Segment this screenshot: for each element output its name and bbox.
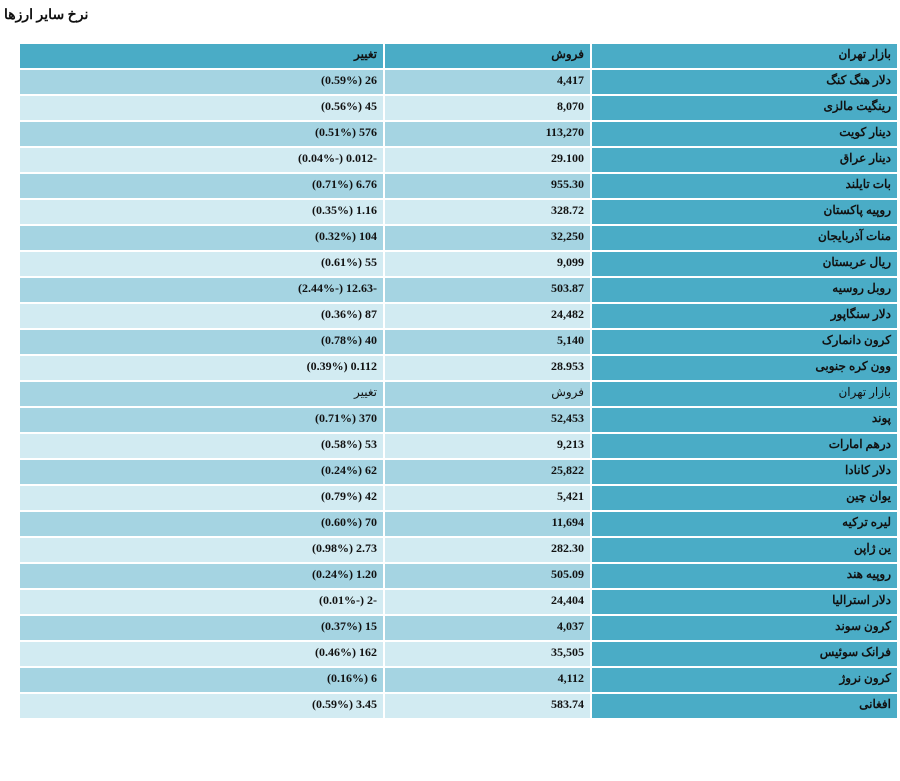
table-row <box>20 148 897 172</box>
table-row <box>20 174 897 198</box>
currency-name: دلار استرالیا <box>592 590 897 614</box>
currency-name: یوان چین <box>592 486 897 510</box>
price-change: 162 (0.46%) <box>20 642 383 666</box>
price-change: 0.112 (0.39%) <box>20 356 383 380</box>
subheader-market: بازار تهران <box>592 382 897 406</box>
price-change: 6 (0.16%) <box>20 668 383 692</box>
price-change: 62 (0.24%) <box>20 460 383 484</box>
table-row <box>20 616 897 640</box>
header-sell: فروش <box>385 44 590 68</box>
price-change: -0.012 (-0.04%) <box>20 148 383 172</box>
sell-price: 29.100 <box>385 148 590 172</box>
currency-name: دینار عراق <box>592 148 897 172</box>
price-change: 15 (0.37%) <box>20 616 383 640</box>
currency-name: کرون دانمارک <box>592 330 897 354</box>
currency-name: روپیه هند <box>592 564 897 588</box>
table-row <box>20 70 897 94</box>
price-change: 40 (0.78%) <box>20 330 383 354</box>
table-header-row <box>20 44 897 68</box>
table-row <box>20 642 897 666</box>
currency-name: بات تایلند <box>592 174 897 198</box>
table-row <box>20 226 897 250</box>
price-change: 55 (0.61%) <box>20 252 383 276</box>
price-change: 1.20 (0.24%) <box>20 564 383 588</box>
sell-price: 9,099 <box>385 252 590 276</box>
currency-name: ریال عربستان <box>592 252 897 276</box>
currency-name: روپیه پاکستان <box>592 200 897 224</box>
table-body-group-1 <box>20 70 897 380</box>
sell-price: 503.87 <box>385 278 590 302</box>
table-row <box>20 96 897 120</box>
table-row <box>20 200 897 224</box>
sell-price: 505.09 <box>385 564 590 588</box>
table-row <box>20 434 897 458</box>
sell-price: 24,482 <box>385 304 590 328</box>
sell-price: 5,140 <box>385 330 590 354</box>
sell-price: 28.953 <box>385 356 590 380</box>
sell-price: 4,037 <box>385 616 590 640</box>
price-change: 576 (0.51%) <box>20 122 383 146</box>
price-change: 87 (0.36%) <box>20 304 383 328</box>
sell-price: 52,453 <box>385 408 590 432</box>
currency-name: ین ژاپن <box>592 538 897 562</box>
table-row <box>20 460 897 484</box>
currency-name: منات آذربایجان <box>592 226 897 250</box>
table-row <box>20 122 897 146</box>
price-change: 42 (0.79%) <box>20 486 383 510</box>
currency-name: دلار هنگ کنگ <box>592 70 897 94</box>
sell-price: 4,112 <box>385 668 590 692</box>
sell-price: 583.74 <box>385 694 590 718</box>
price-change: 45 (0.56%) <box>20 96 383 120</box>
currency-name: لیره ترکیه <box>592 512 897 536</box>
price-change: 53 (0.58%) <box>20 434 383 458</box>
price-change: 2.73 (0.98%) <box>20 538 383 562</box>
price-change: 26 (0.59%) <box>20 70 383 94</box>
table-row <box>20 252 897 276</box>
table-row <box>20 512 897 536</box>
header-change: تغییر <box>20 44 383 68</box>
currency-name: فرانک سوئیس <box>592 642 897 666</box>
subheader-change: تغییر <box>20 382 383 406</box>
currency-name: روبل روسیه <box>592 278 897 302</box>
price-change: 1.16 (0.35%) <box>20 200 383 224</box>
currency-name: افغانی <box>592 694 897 718</box>
table-row <box>20 590 897 614</box>
currency-name: درهم امارات <box>592 434 897 458</box>
price-change: 6.76 (0.71%) <box>20 174 383 198</box>
price-change: 3.45 (0.59%) <box>20 694 383 718</box>
currency-name: دلار کانادا <box>592 460 897 484</box>
currency-name: وون کره جنوبی <box>592 356 897 380</box>
sell-price: 5,421 <box>385 486 590 510</box>
table-body-group-2 <box>20 408 897 718</box>
sell-price: 24,404 <box>385 590 590 614</box>
table-row <box>20 486 897 510</box>
currency-name: رینگیت مالزی <box>592 96 897 120</box>
table-row <box>20 408 897 432</box>
table-row <box>20 564 897 588</box>
sell-price: 4,417 <box>385 70 590 94</box>
sell-price: 35,505 <box>385 642 590 666</box>
currency-name: دلار سنگاپور <box>592 304 897 328</box>
currency-name: دینار کویت <box>592 122 897 146</box>
table-row <box>20 278 897 302</box>
price-change: -2 (-0.01%) <box>20 590 383 614</box>
price-change: 70 (0.60%) <box>20 512 383 536</box>
currency-name: کرون نروژ <box>592 668 897 692</box>
sell-price: 8,070 <box>385 96 590 120</box>
sell-price: 25,822 <box>385 460 590 484</box>
subheader-sell: فروش <box>385 382 590 406</box>
currency-name: پوند <box>592 408 897 432</box>
price-change: 370 (0.71%) <box>20 408 383 432</box>
price-change: -12.63 (-2.44%) <box>20 278 383 302</box>
table-row <box>20 694 897 718</box>
sell-price: 113,270 <box>385 122 590 146</box>
price-change: 104 (0.32%) <box>20 226 383 250</box>
header-market: بازار تهران <box>592 44 897 68</box>
sell-price: 282.30 <box>385 538 590 562</box>
sell-price: 9,213 <box>385 434 590 458</box>
page-title: نرخ سایر ارزها <box>4 8 89 23</box>
table-row <box>20 330 897 354</box>
currency-rate-table <box>20 44 897 720</box>
sell-price: 328.72 <box>385 200 590 224</box>
table-row <box>20 356 897 380</box>
table-subheader-row <box>20 382 897 406</box>
sell-price: 11,694 <box>385 512 590 536</box>
table-row <box>20 668 897 692</box>
sell-price: 955.30 <box>385 174 590 198</box>
table-row <box>20 538 897 562</box>
table-row <box>20 304 897 328</box>
currency-name: کرون سوند <box>592 616 897 640</box>
sell-price: 32,250 <box>385 226 590 250</box>
